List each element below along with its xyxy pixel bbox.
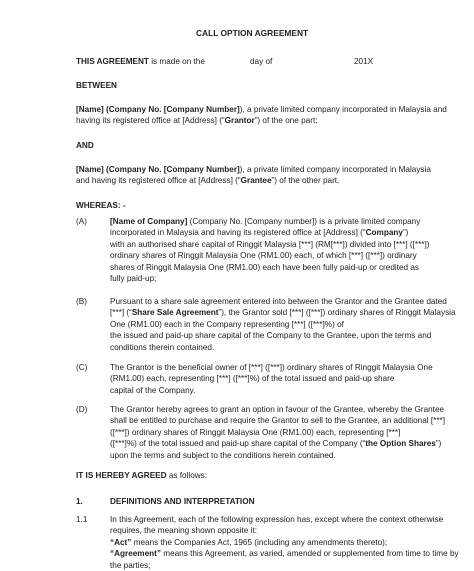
hereby-agreed-line	[76, 470, 207, 481]
between-heading: BETWEEN	[76, 81, 117, 90]
clause-1-1-line2: requires, the meaning shown opposite it:	[110, 526, 258, 536]
agreement-definition: means this Agreement, as varied, amended or supplemented from time to time by	[160, 549, 459, 559]
grantor-line2a: having its registered office at [Address] (“	[76, 116, 225, 126]
party-grantee	[76, 164, 431, 187]
clause-1-1	[110, 514, 459, 571]
recital-d-label: (D)	[76, 405, 88, 414]
recital-d	[110, 404, 445, 461]
recital-a-line6: fully paid-up;	[110, 274, 157, 284]
recital-c	[110, 362, 433, 396]
agreement-date-line	[76, 56, 205, 67]
recital-a-line2b: ”)	[402, 228, 409, 238]
recital-a-line3: with an authorised share capital of Ringgit Malaysia [***] (RM[***]) divided into [***] ([***])	[110, 239, 430, 249]
recital-b-line5: conditions therein contained.	[110, 342, 215, 352]
recital-b-line4: the issued and paid-up share capital of the Company to the Grantee, upon the terms and	[110, 331, 432, 341]
clause-1-1-line1: In this Agreement, each of the following expression has, except where the context otherwise	[110, 515, 444, 524]
recital-b-line2a: [***] (“	[110, 308, 132, 318]
option-shares-term: the Option Shares	[365, 439, 436, 449]
recital-d-line1: The Grantor hereby agrees to grant an option in favour of the Grantee, whereby the Grantee	[110, 405, 445, 414]
recital-a-label: (A)	[76, 217, 87, 226]
grantee-name: [Name] (Company No. [Company Number]	[76, 165, 240, 174]
agreement-label: THIS AGREEMENT	[76, 57, 149, 66]
grantor-role: Grantor	[224, 116, 255, 126]
grantee-line2a: and having its registered office at [Address] (“	[76, 176, 241, 186]
share-sale-term: Share Sale Agreement	[131, 308, 219, 318]
recital-b-line1: Pursuant to a share sale agreement entered into between the Grantor and the Grantee dated	[110, 297, 447, 306]
recital-d-line4b: ”)	[435, 439, 442, 449]
company-name: [Name of Company]	[110, 217, 188, 226]
agreement-label-rest: is made on the	[148, 57, 205, 66]
party-grantor	[76, 104, 447, 127]
grantee-line1: ), a private limited company incorporated in Malaysia	[239, 165, 431, 174]
recital-d-line4a: ([***]%) of the total issued and paid-up share capital of the Company (“	[110, 439, 366, 449]
section-1-heading: DEFINITIONS AND INTERPRETATION	[110, 497, 255, 506]
clause-1-1-number: 1.1	[76, 515, 88, 524]
hereby-agreed-rest: as follows:	[166, 471, 208, 480]
recital-c-line1: The Grantor is the beneficial owner of [***] ([***]) ordinary shares of Ringgit Malaysia One	[110, 363, 433, 372]
company-term: Company	[365, 228, 403, 238]
recital-d-line3: ([***]) ordinary shares of Ringgit Malaysia One (RM1.00) each, representing [***]	[110, 427, 401, 437]
recital-a-line4: ordinary shares of Ringgit Malaysia One (RM1.00) each, of which [***] ([***]) ordinary	[110, 251, 417, 261]
whereas-heading: WHEREAS: -	[76, 201, 126, 210]
recital-d-line2: shall be entitled to purchase and require the Grantor to sell to the Grantee, an additional [***]	[110, 416, 445, 426]
recital-c-line3: capital of the Company.	[110, 385, 196, 395]
recital-a	[110, 216, 430, 284]
and-heading: AND	[76, 141, 94, 150]
agreement-term: “Agreement”	[110, 549, 161, 559]
document-title: CALL OPTION AGREEMENT	[196, 28, 309, 38]
act-definition: means the Companies Act, 1965 (including any amendments thereto);	[131, 537, 388, 547]
recital-a-line5: shares of Ringgit Malaysia One (RM1.00) each have been fully paid-up or credited as	[110, 262, 420, 272]
recital-d-line5: upon the terms and subject to the conditions herein contained.	[110, 450, 336, 460]
recital-b-label: (B)	[76, 297, 87, 306]
agreement-definition-line2: the parties;	[110, 560, 151, 570]
recital-b	[110, 296, 456, 353]
grantor-line1: ), a private limited company incorporated in Malaysia and	[239, 105, 447, 114]
section-1-number: 1.	[76, 497, 83, 506]
recital-b-line3: One (RM1.00) each in the Company representing [***] ([***]%) of	[110, 319, 344, 329]
hereby-agreed-bold: IT IS HEREBY AGREED	[76, 471, 167, 480]
recital-c-line2: (RM1.00) each, representing [***] ([***]%) of the total issued and paid-up share	[110, 374, 395, 384]
act-term: “Act”	[110, 537, 132, 547]
grantor-line2b: ”) of the one part;	[254, 116, 318, 126]
recital-a-line2a: incorporated in Malaysia and having its registered office at [Address] (“	[110, 228, 366, 238]
grantor-name: [Name] (Company No. [Company Number]	[76, 105, 240, 114]
recital-b-line2b: ”), the Grantor sold [***] ([***]) ordinary shares of Ringgit Malaysia	[218, 308, 456, 318]
day-of-label: day of	[250, 57, 273, 66]
recital-a-line1: (Company No. [Company number]) is a private limited company	[187, 217, 421, 226]
grantee-line2b: ”) of the other part.	[271, 176, 340, 186]
recital-c-label: (C)	[76, 363, 88, 372]
grantee-role: Grantee	[240, 176, 272, 186]
year-label: 201X	[354, 57, 374, 66]
